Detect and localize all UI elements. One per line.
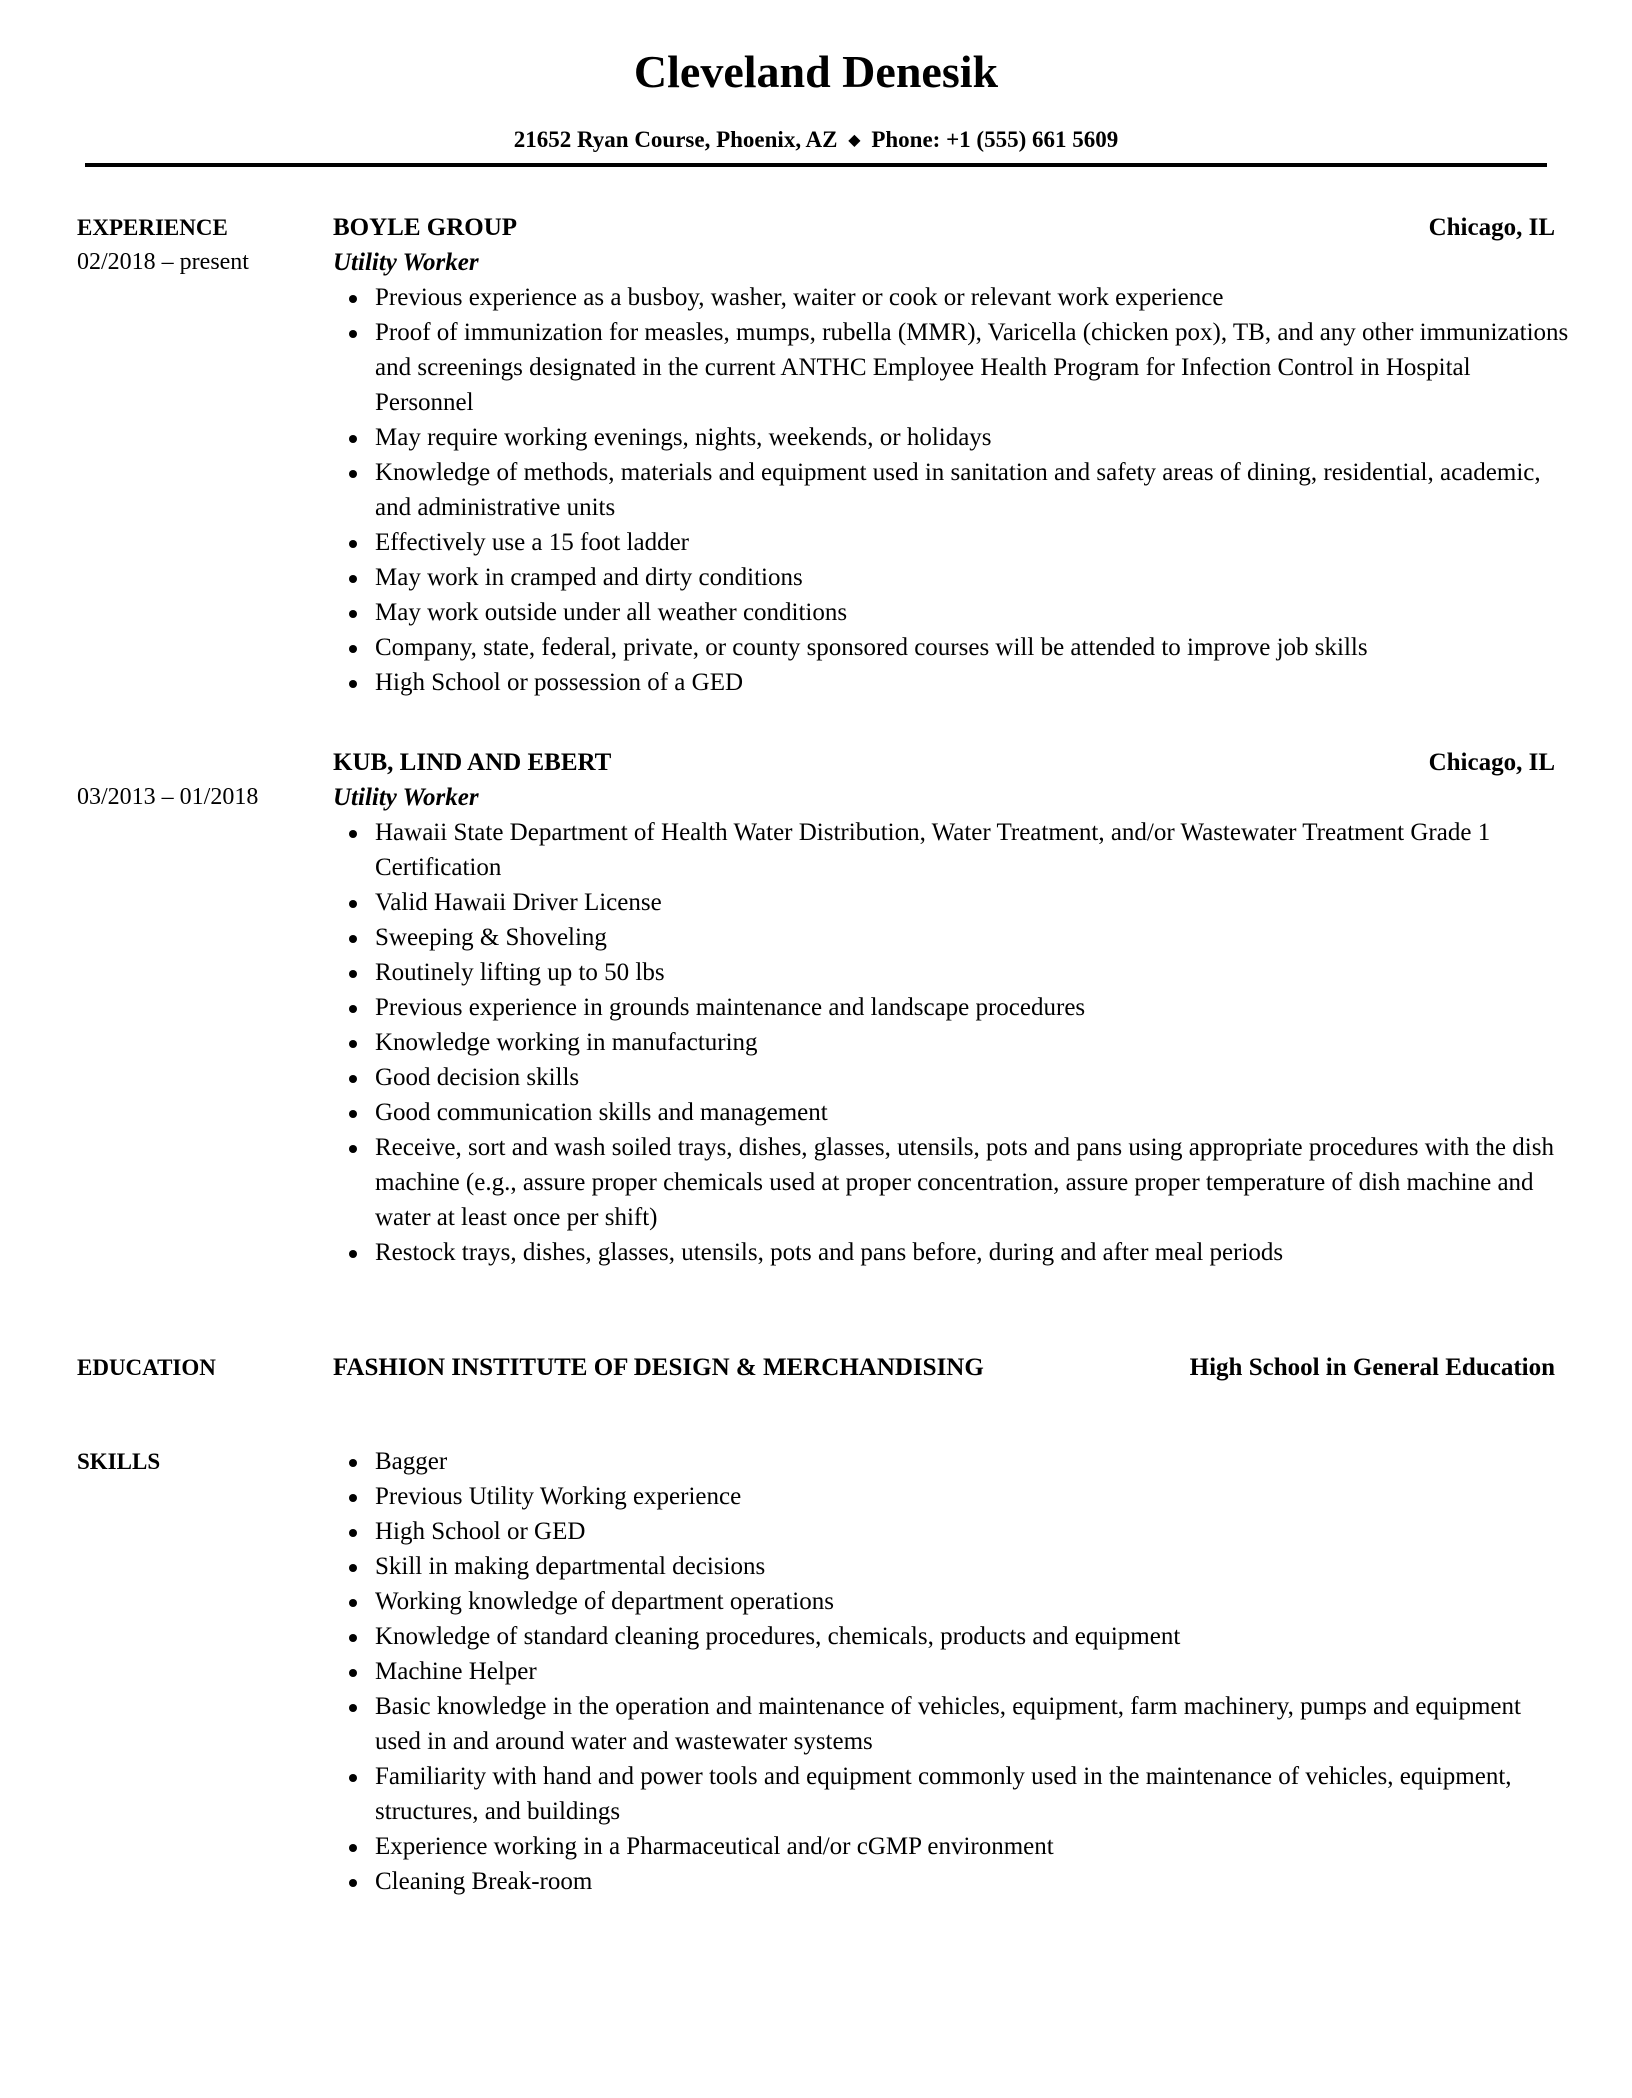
list-item: Good decision skills xyxy=(0,1060,1632,1095)
bullet-icon xyxy=(349,900,357,908)
bullet-icon xyxy=(349,610,357,618)
diamond-separator-icon: ◆ xyxy=(848,132,861,149)
list-item: Company, state, federal, private, or county sponsored courses will be attended to improve job skills xyxy=(0,630,1632,665)
bullet-icon xyxy=(349,295,357,303)
company-name: BOYLE GROUP xyxy=(333,214,518,241)
phone: Phone: +1 (555) 661 5609 xyxy=(871,127,1119,152)
list-item: High School or GED xyxy=(0,1514,1632,1549)
spacer xyxy=(0,700,1632,745)
company-name: KUB, LIND AND EBERT xyxy=(333,749,612,776)
list-item: May require working evenings, nights, weekends, or holidays xyxy=(0,420,1632,455)
list-item: Skill in making departmental decisions xyxy=(0,1549,1632,1584)
bullet-icon xyxy=(349,1634,357,1642)
education-row xyxy=(0,1350,1632,1385)
bullet-icon xyxy=(349,1494,357,1502)
bullet-icon xyxy=(349,575,357,583)
bullet-icon xyxy=(349,1145,357,1153)
bullet-icon xyxy=(349,1250,357,1258)
job-header-row xyxy=(0,745,1632,780)
list-item: Cleaning Break-room xyxy=(0,1864,1632,1899)
bullet-icon xyxy=(349,470,357,478)
list-item: High School or possession of a GED xyxy=(0,665,1632,700)
list-item: Hawaii State Department of Health Water Distribution, Water Treatment, and/or Wastewater Treatment Grade 1 Certification xyxy=(0,815,1632,885)
list-item: Familiarity with hand and power tools and equipment commonly used in the maintenance of vehicles, equipment, structures, and buildings xyxy=(0,1759,1632,1829)
bullet-icon xyxy=(349,935,357,943)
education-section xyxy=(0,1350,1632,1385)
bullet-icon xyxy=(349,1774,357,1782)
bullet-icon xyxy=(349,1529,357,1537)
job-dates: 03/2013 – 01/2018 xyxy=(77,784,259,810)
experience-section xyxy=(0,210,1632,1270)
bullet-icon xyxy=(349,1564,357,1572)
skills-section xyxy=(0,1444,1632,1899)
list-item: Previous Utility Working experience xyxy=(0,1479,1632,1514)
job-title: Utility Worker xyxy=(333,784,479,811)
list-item: Knowledge of methods, materials and equipment used in sanitation and safety areas of dining, residential, academic, and administrative units xyxy=(0,455,1632,525)
list-item: Knowledge working in manufacturing xyxy=(0,1025,1632,1060)
list-item: May work outside under all weather conditions xyxy=(0,595,1632,630)
bullet-icon xyxy=(349,1075,357,1083)
degree: High School in General Education xyxy=(1189,1354,1555,1381)
job-dates: 02/2018 – present xyxy=(77,249,249,275)
list-item: Good communication skills and management xyxy=(0,1095,1632,1130)
section-label-skills: SKILLS xyxy=(77,1449,161,1474)
bullet-icon xyxy=(349,1459,357,1467)
bullet-icon xyxy=(349,1110,357,1118)
job-title-row xyxy=(0,780,1632,815)
bullet-icon xyxy=(349,645,357,653)
contact-line xyxy=(0,126,1632,155)
bullet-icon xyxy=(349,540,357,548)
header-divider xyxy=(85,163,1547,167)
candidate-name: Cleveland Denesik xyxy=(633,46,999,97)
list-item: Working knowledge of department operations xyxy=(0,1584,1632,1619)
job-entry xyxy=(0,745,1632,1270)
list-item: Restock trays, dishes, glasses, utensils, pots and pans before, during and after meal periods xyxy=(0,1235,1632,1270)
list-item: Experience working in a Pharmaceutical and/or cGMP environment xyxy=(0,1829,1632,1864)
school-name: FASHION INSTITUTE OF DESIGN & MERCHANDISING xyxy=(333,1354,984,1381)
list-item: Valid Hawaii Driver License xyxy=(0,885,1632,920)
list-item: Sweeping & Shoveling xyxy=(0,920,1632,955)
job-title-row xyxy=(0,245,1632,280)
bullet-icon xyxy=(349,1669,357,1677)
job-bullets xyxy=(0,280,1632,700)
bullet-icon xyxy=(349,1879,357,1887)
list-item: Knowledge of standard cleaning procedures, chemicals, products and equipment xyxy=(0,1619,1632,1654)
job-bullets xyxy=(0,815,1632,1270)
list-item: Effectively use a 15 foot ladder xyxy=(0,525,1632,560)
bullet-icon xyxy=(349,1005,357,1013)
skills-list xyxy=(0,1444,1632,1899)
address: 21652 Ryan Course, Phoenix, AZ xyxy=(513,127,838,152)
list-item: Proof of immunization for measles, mumps, rubella (MMR), Varicella (chicken pox), TB, and any other immunizations and screenings designated in the current ANTHC Employee Health Program for Infection Control in Hospital Personnel xyxy=(0,315,1632,420)
job-header-row xyxy=(0,210,1632,245)
list-item: Previous experience as a busboy, washer, waiter or cook or relevant work experience xyxy=(0,280,1632,315)
list-item: Receive, sort and wash soiled trays, dishes, glasses, utensils, pots and pans using appropriate procedures with the dish machine (e.g., assure proper chemicals used at proper concentration, assure proper temperature of dish machine and water at least once per shift) xyxy=(0,1130,1632,1235)
job-entry xyxy=(0,210,1632,700)
bullet-icon xyxy=(349,680,357,688)
list-item: May work in cramped and dirty conditions xyxy=(0,560,1632,595)
list-item: Machine Helper xyxy=(0,1654,1632,1689)
section-label-experience: EXPERIENCE xyxy=(77,215,228,240)
list-item: Bagger xyxy=(0,1444,1632,1479)
bullet-icon xyxy=(349,435,357,443)
bullet-icon xyxy=(349,1599,357,1607)
bullet-icon xyxy=(349,330,357,338)
list-item: Routinely lifting up to 50 lbs xyxy=(0,955,1632,990)
bullet-icon xyxy=(349,830,357,838)
list-item: Basic knowledge in the operation and maintenance of vehicles, equipment, farm machinery, pumps and equipment used in and around water and wastewater systems xyxy=(0,1689,1632,1759)
job-location: Chicago, IL xyxy=(1428,214,1555,241)
bullet-icon xyxy=(349,1040,357,1048)
job-location: Chicago, IL xyxy=(1428,749,1555,776)
list-item: Previous experience in grounds maintenance and landscape procedures xyxy=(0,990,1632,1025)
bullet-icon xyxy=(349,1704,357,1712)
bullet-icon xyxy=(349,1844,357,1852)
bullet-icon xyxy=(349,970,357,978)
section-label-education: EDUCATION xyxy=(77,1355,216,1380)
job-title: Utility Worker xyxy=(333,249,479,276)
